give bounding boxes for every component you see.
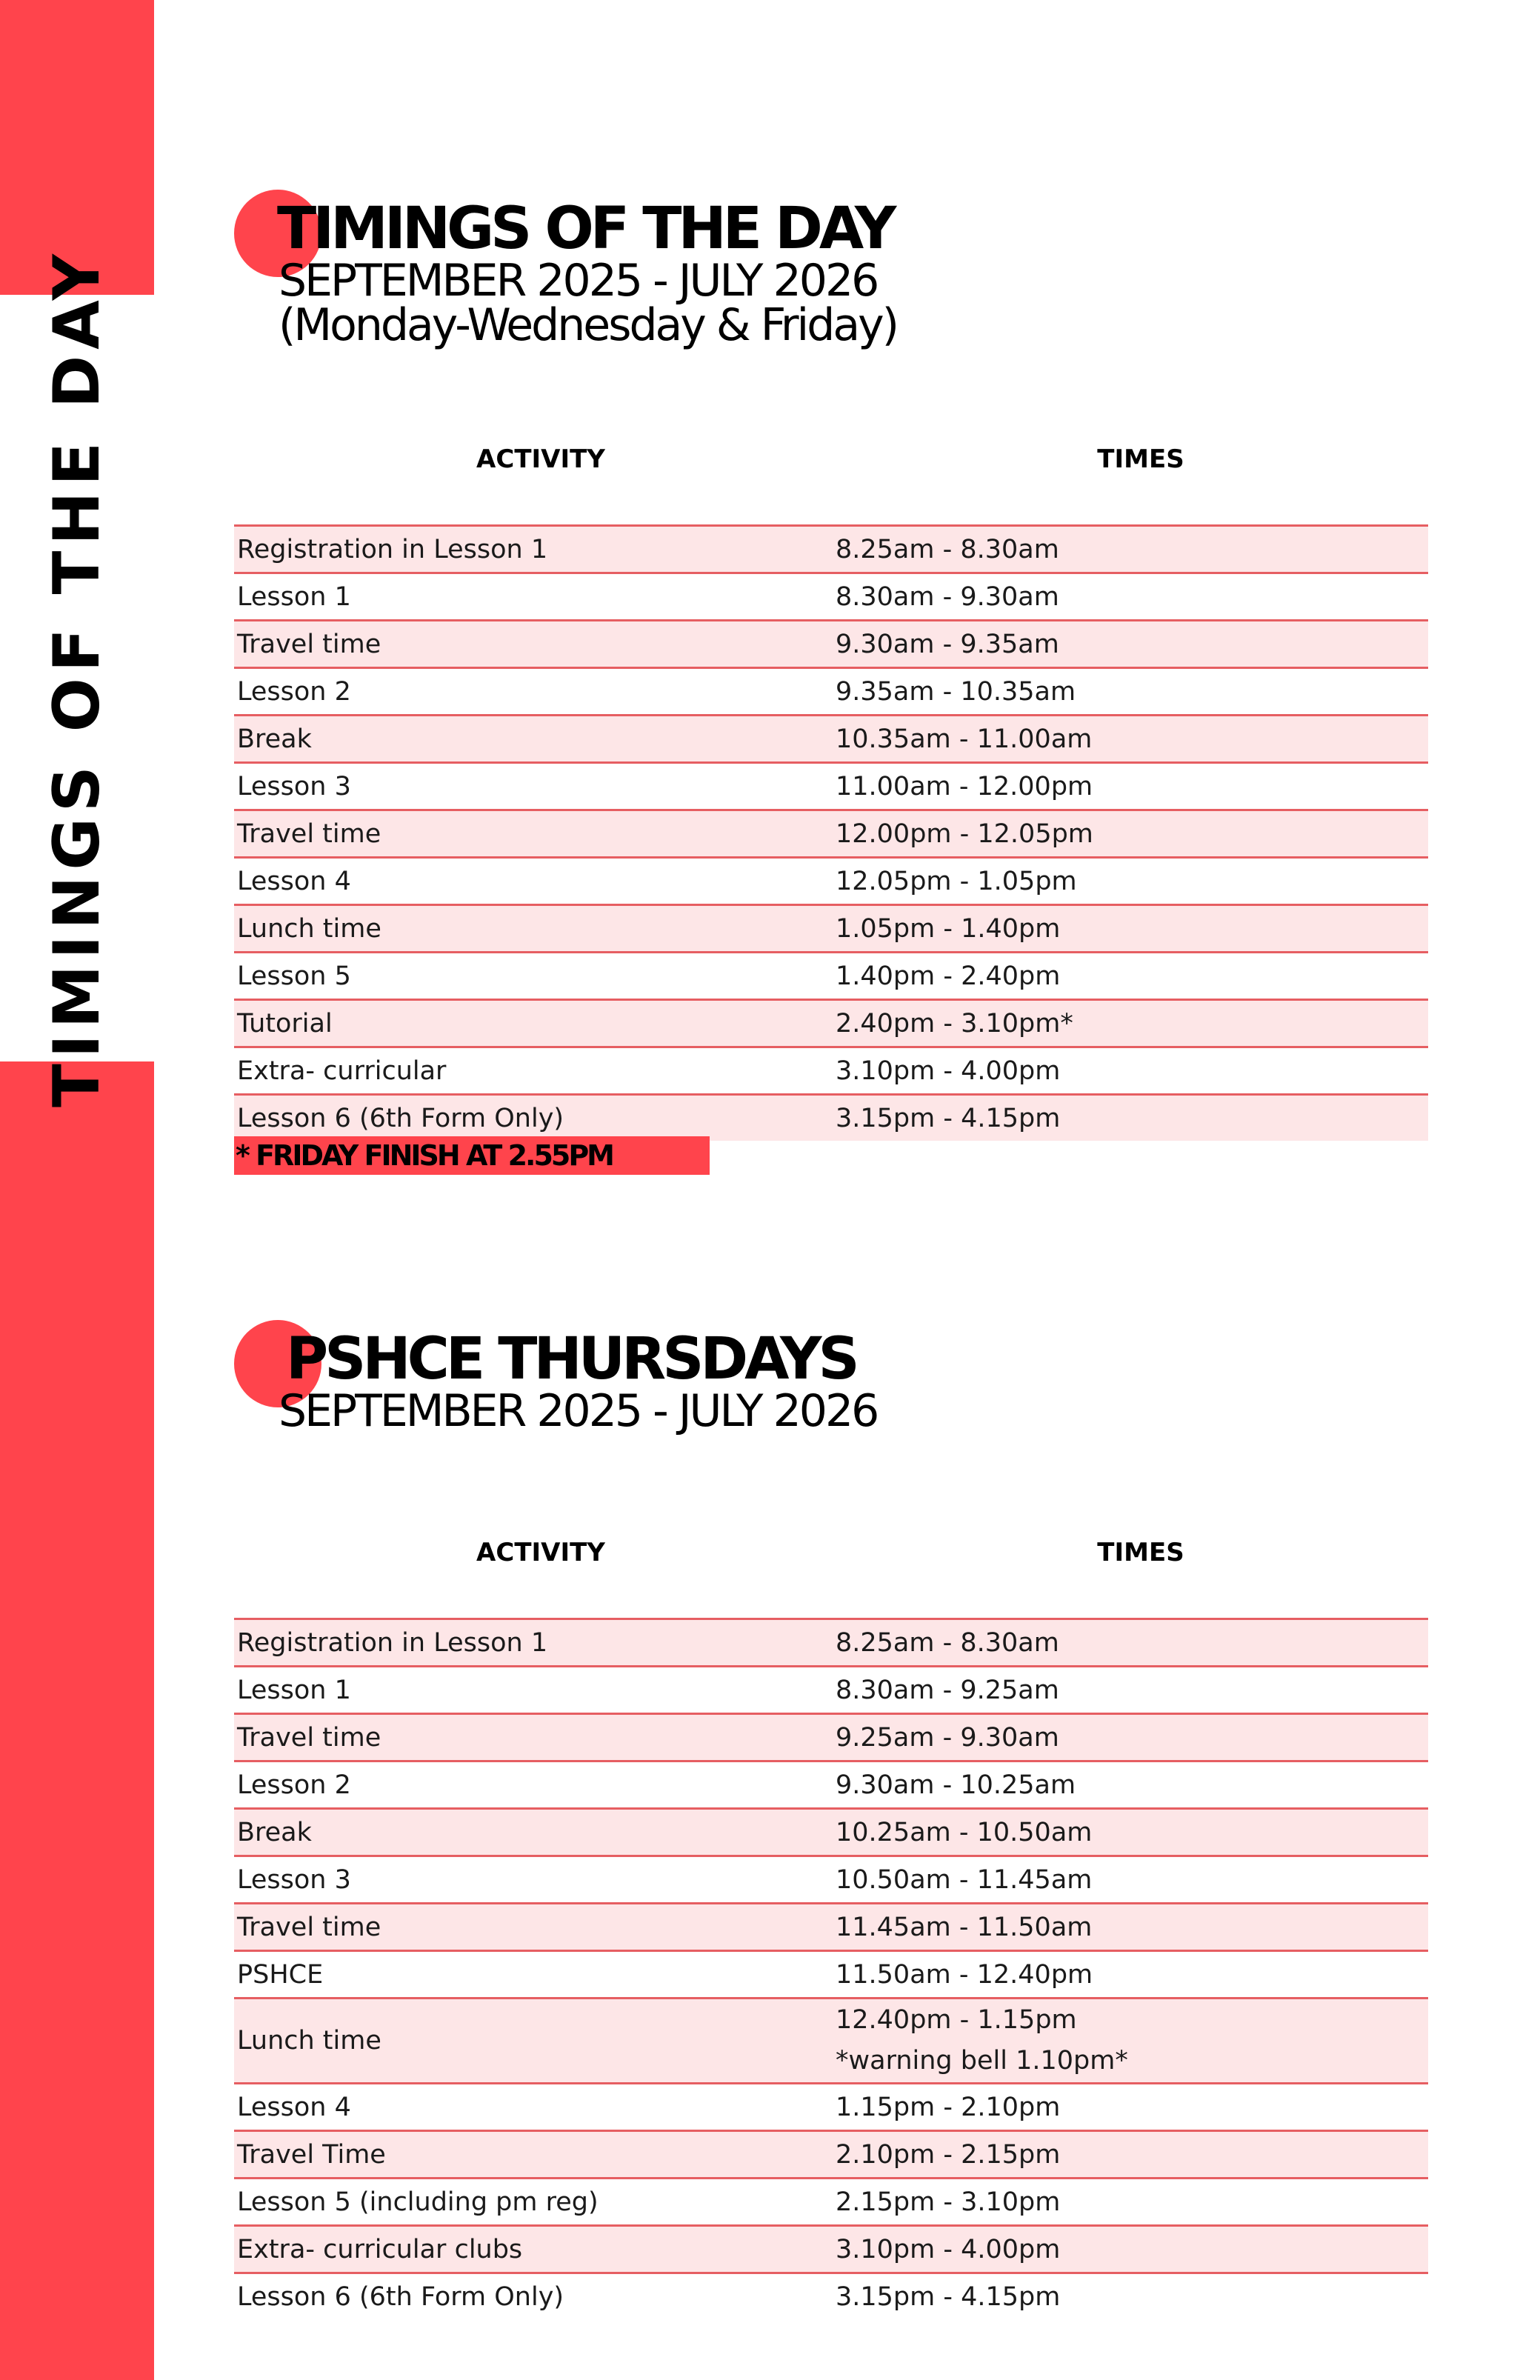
time-cell: 8.25am - 8.30am: [830, 526, 1428, 573]
table-row: [234, 1667, 1428, 1714]
time-cell: 11.00am - 12.00pm: [830, 763, 1428, 810]
activity-cell: Extra- curricular clubs: [234, 2226, 830, 2273]
table-row: [234, 1856, 1428, 1904]
activity-cell: Lunch time: [234, 905, 830, 953]
activity-cell: PSHCE: [234, 1951, 830, 1999]
friday-finish-note: * FRIDAY FINISH AT 2.55PM: [234, 1136, 710, 1175]
time-cell: 1.15pm - 2.10pm: [830, 2084, 1428, 2131]
time-cell: 3.15pm - 4.15pm: [830, 1095, 1428, 1141]
table-row: [234, 716, 1428, 763]
table-row: [234, 1999, 1428, 2084]
table-row: [234, 2131, 1428, 2179]
activity-cell: Lesson 3: [234, 763, 830, 810]
activity-cell: Registration in Lesson 1: [234, 526, 830, 573]
time-cell: 2.40pm - 3.10pm*: [830, 1000, 1428, 1047]
section2-subtitle-dates: SEPTEMBER 2025 - JULY 2026: [279, 1385, 878, 1437]
time-cell: 9.30am - 10.25am: [830, 1761, 1428, 1809]
time-cell: 3.15pm - 4.15pm: [830, 2273, 1428, 2320]
activity-cell: Lesson 2: [234, 1761, 830, 1809]
time-cell: 12.05pm - 1.05pm: [830, 858, 1428, 905]
activity-cell: Lesson 3: [234, 1856, 830, 1904]
table-row: [234, 2179, 1428, 2226]
time-cell: 2.10pm - 2.15pm: [830, 2131, 1428, 2179]
table-row: [234, 2273, 1428, 2320]
table-row: [234, 810, 1428, 858]
time-cell: 12.00pm - 12.05pm: [830, 810, 1428, 858]
table-row: [234, 1904, 1428, 1951]
table-row: [234, 1951, 1428, 1999]
section1-title: TIMINGS OF THE DAY: [277, 196, 893, 262]
activity-cell: Break: [234, 716, 830, 763]
sidebar-vertical-title: TIMINGS OF THE DAY: [40, 248, 114, 1107]
activity-cell: Travel Time: [234, 2131, 830, 2179]
activity-cell: Lesson 5 (including pm reg): [234, 2179, 830, 2226]
time-cell: 3.10pm - 4.00pm: [830, 1047, 1428, 1095]
section1-timetable: [234, 524, 1428, 1141]
time-cell: 1.05pm - 1.40pm: [830, 905, 1428, 953]
section1-subtitle-days: (Monday-Wednesday & Friday): [279, 299, 897, 351]
time-cell: 10.25am - 10.50am: [830, 1809, 1428, 1856]
section1-subtitle-dates: SEPTEMBER 2025 - JULY 2026: [279, 255, 878, 307]
time-cell: 9.25am - 9.30am: [830, 1714, 1428, 1761]
activity-cell: Lesson 4: [234, 858, 830, 905]
table-row: [234, 668, 1428, 716]
activity-cell: Lesson 6 (6th Form Only): [234, 1095, 830, 1141]
activity-cell: Travel time: [234, 621, 830, 668]
table-row: [234, 905, 1428, 953]
table-row: [234, 621, 1428, 668]
time-cell: 2.15pm - 3.10pm: [830, 2179, 1428, 2226]
time-cell: 10.50am - 11.45am: [830, 1856, 1428, 1904]
activity-cell: Registration in Lesson 1: [234, 1619, 830, 1667]
table-row: [234, 1809, 1428, 1856]
time-cell: 8.30am - 9.30am: [830, 573, 1428, 621]
time-note: *warning bell 1.10pm*: [836, 2046, 1128, 2076]
table-row: [234, 858, 1428, 905]
time-cell: [830, 1999, 1428, 2084]
activity-cell: Lesson 5: [234, 953, 830, 1000]
activity-cell: Travel time: [234, 1714, 830, 1761]
section2-title: PSHCE THURSDAYS: [286, 1326, 856, 1393]
time-cell: 11.50am - 12.40pm: [830, 1951, 1428, 1999]
time-cell: 3.10pm - 4.00pm: [830, 2226, 1428, 2273]
table-row: [234, 1000, 1428, 1047]
activity-cell: Break: [234, 1809, 830, 1856]
table-row: [234, 1095, 1428, 1141]
activity-cell: Travel time: [234, 810, 830, 858]
section1-col-activity: ACTIVITY: [476, 444, 605, 474]
section1-col-times: TIMES: [1097, 444, 1184, 474]
table-row: [234, 953, 1428, 1000]
table-row: [234, 1047, 1428, 1095]
time-cell: 1.40pm - 2.40pm: [830, 953, 1428, 1000]
table-row: [234, 763, 1428, 810]
table-row: [234, 1714, 1428, 1761]
section2-col-times: TIMES: [1097, 1538, 1184, 1567]
sidebar-bottom-band: [0, 1061, 154, 2380]
table-row: [234, 1619, 1428, 1667]
time-cell: 11.45am - 11.50am: [830, 1904, 1428, 1951]
section2-timetable: [234, 1618, 1428, 2319]
table-row: [234, 2084, 1428, 2131]
time-cell: 8.25am - 8.30am: [830, 1619, 1428, 1667]
time-cell: 9.35am - 10.35am: [830, 668, 1428, 716]
activity-cell: Tutorial: [234, 1000, 830, 1047]
time-range: 12.40pm - 1.15pm: [836, 2005, 1077, 2035]
activity-cell: Lesson 2: [234, 668, 830, 716]
table-row: [234, 573, 1428, 621]
section2-col-activity: ACTIVITY: [476, 1538, 605, 1567]
activity-cell: Extra- curricular: [234, 1047, 830, 1095]
activity-cell: Travel time: [234, 1904, 830, 1951]
activity-cell: Lesson 1: [234, 1667, 830, 1714]
activity-cell: Lesson 1: [234, 573, 830, 621]
table-row: [234, 2226, 1428, 2273]
activity-cell: Lunch time: [234, 1999, 830, 2084]
table-row: [234, 1761, 1428, 1809]
time-cell: 8.30am - 9.25am: [830, 1667, 1428, 1714]
activity-cell: Lesson 4: [234, 2084, 830, 2131]
table-row: [234, 526, 1428, 573]
time-cell: 10.35am - 11.00am: [830, 716, 1428, 763]
activity-cell: Lesson 6 (6th Form Only): [234, 2273, 830, 2320]
time-cell: 9.30am - 9.35am: [830, 621, 1428, 668]
